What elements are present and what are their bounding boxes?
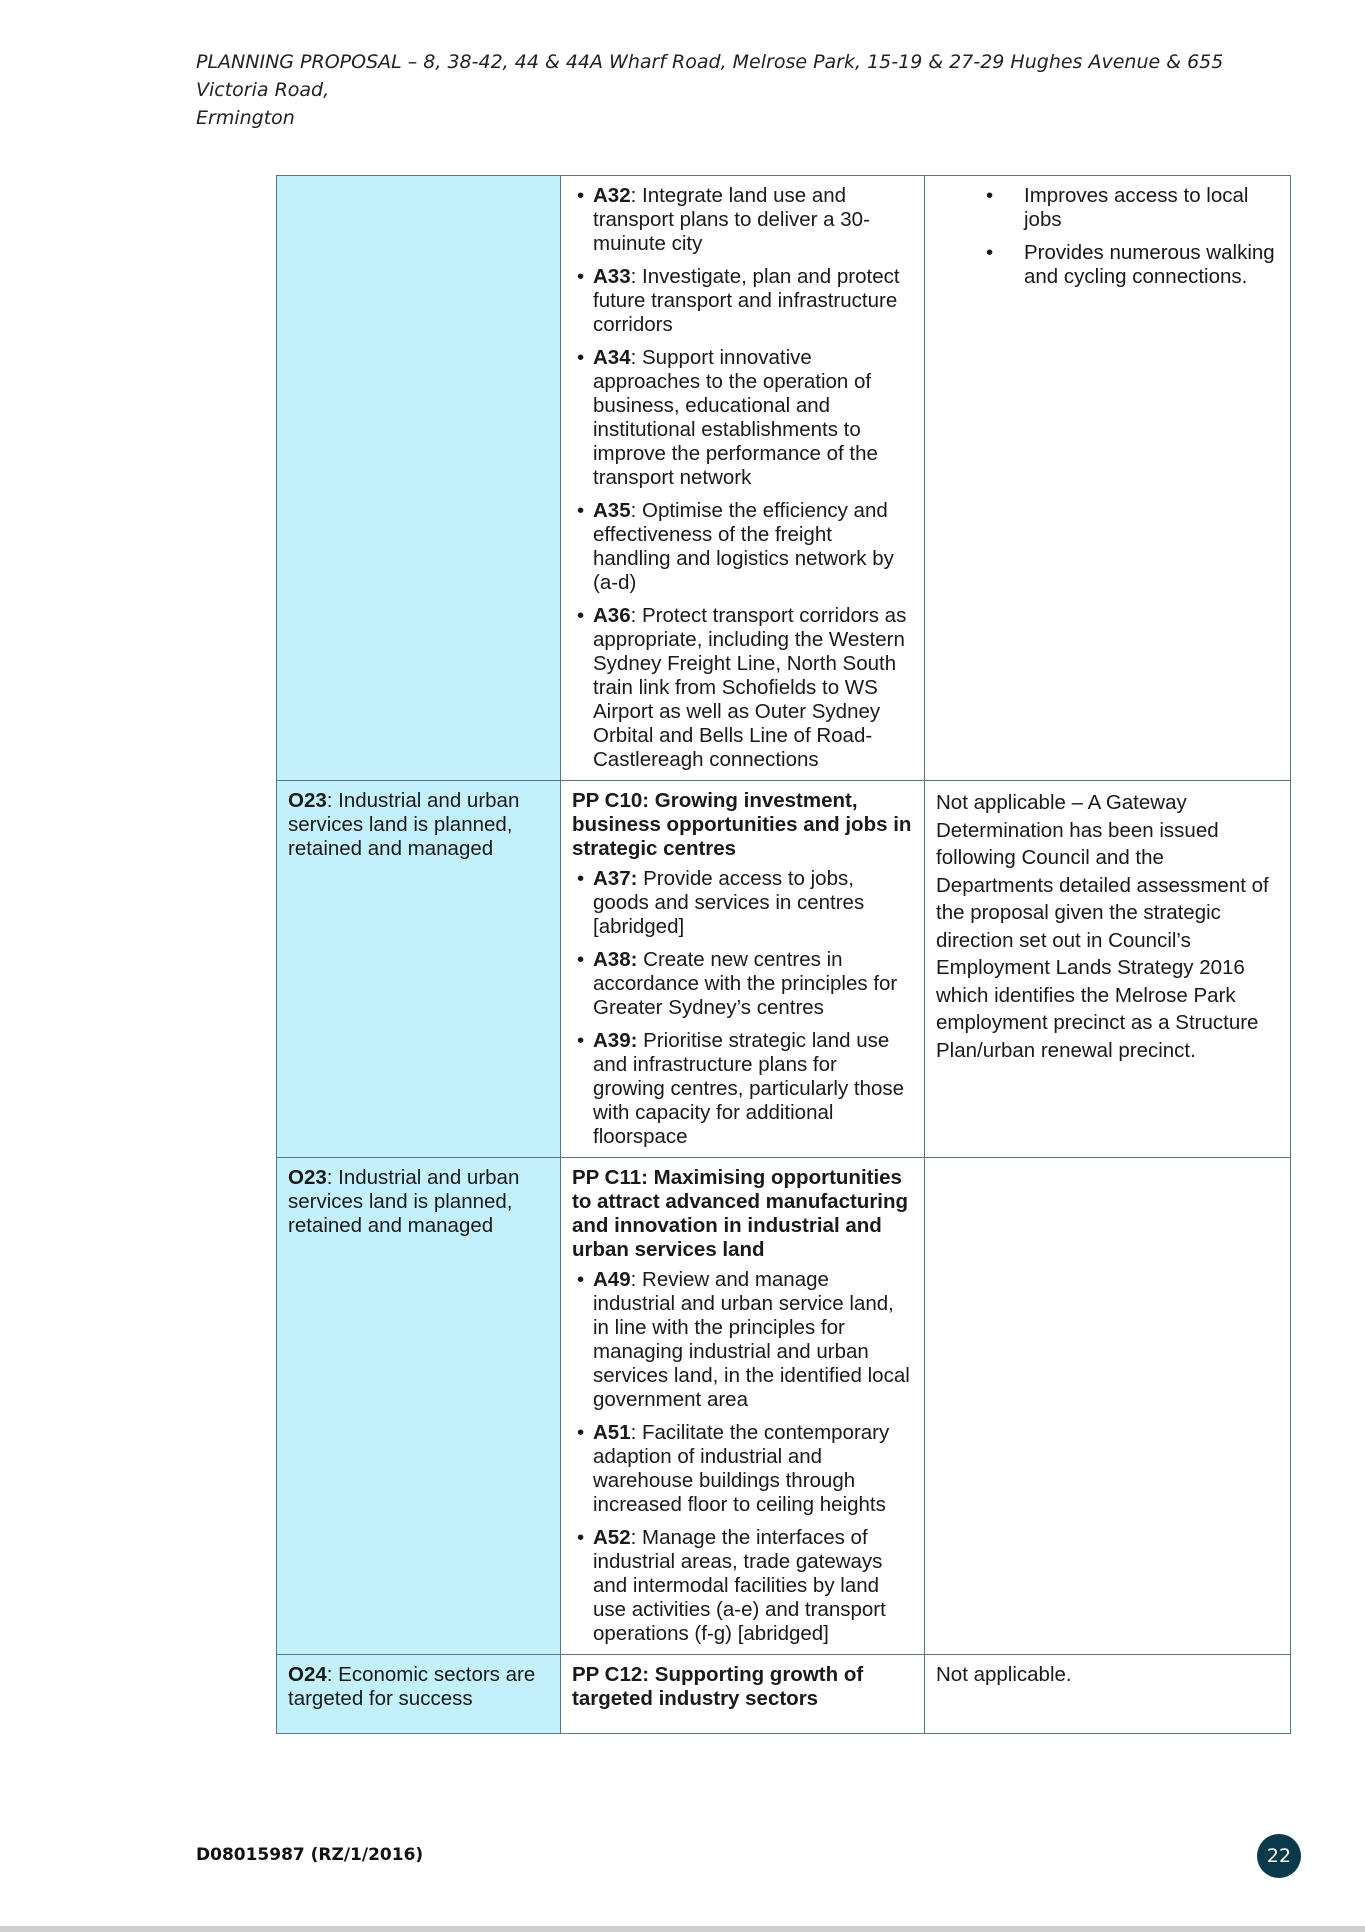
- action-item-a32: • A32: Integrate land use and transport plans to deliver a 30-muinute city: [572, 184, 914, 256]
- action-item-a36: • A36: Protect transport corridors as appropriate, including the Western Sydney Freight Line, North South train link from Schofields to WS Airport as well as Outer Sydney Orbital and Bells Line of Road-Castlereagh connections: [572, 604, 914, 772]
- objective-code: O24: [288, 1663, 327, 1686]
- objective-cell: [277, 1158, 561, 1655]
- action-item-a51: • A51: Facilitate the contemporary adaption of industrial and warehouse buildings through increased floor to ceiling heights: [572, 1421, 914, 1517]
- header-title-line-1: PLANNING PROPOSAL – 8, 38-42, 44 & 44A Wharf Road, Melrose Park, 15-19 & 27-29 Hughes Avenue & 655 Victoria Road,: [196, 51, 1224, 101]
- action-item-a35: • A35: Optimise the efficiency and effectiveness of the freight handling and logistics network by (a-d): [572, 499, 914, 595]
- consistency-item: • Provides numerous walking and cycling connections.: [936, 241, 1280, 289]
- table-row: [277, 781, 1291, 1158]
- consistency-list: [936, 184, 1280, 289]
- objective-cell: [277, 1655, 561, 1734]
- planning-priority-title: PP C11: Maximising opportunities to attract advanced manufacturing and innovation in industrial and urban services land: [572, 1166, 909, 1261]
- action-item-a37: • A37: Provide access to jobs, goods and services in centres [abridged]: [572, 867, 914, 939]
- actions-cell: [561, 176, 925, 781]
- table-row: [277, 1655, 1291, 1734]
- page-edge-divider: [0, 1926, 1365, 1932]
- action-list: [572, 184, 914, 772]
- objective-code: O23: [288, 1166, 327, 1189]
- consistency-note-cell: [925, 781, 1291, 1158]
- objective-cell: [277, 781, 561, 1158]
- objective-cell: [277, 176, 561, 781]
- actions-cell: [561, 781, 925, 1158]
- planning-priority-title: PP C12: Supporting growth of targeted industry sectors: [572, 1663, 864, 1710]
- action-item-a52: • A52: Manage the interfaces of industrial areas, trade gateways and intermodal facilities by land use activities (a-e) and transport operations (f-g) [abridged]: [572, 1526, 914, 1646]
- consistency-item: • Improves access to local jobs: [936, 184, 1280, 232]
- objective-text: : Economic sectors are targeted for success: [288, 1663, 536, 1710]
- consistency-cell: [925, 1158, 1291, 1655]
- actions-cell: [561, 1655, 925, 1734]
- page-number-badge: 22: [1257, 1834, 1301, 1878]
- document-reference: D08015987 (RZ/1/2016): [196, 1845, 424, 1865]
- header-title-line-2: Ermington: [196, 107, 295, 129]
- actions-cell: [561, 1158, 925, 1655]
- table-row: [277, 176, 1291, 781]
- objective-text: : Industrial and urban services land is planned, retained and managed: [288, 789, 520, 860]
- action-item-a49: • A49: Review and manage industrial and urban service land, in line with the principles for managing industrial and urban services land, in the identified local government area: [572, 1268, 914, 1412]
- consistency-note: Not applicable.: [936, 1663, 1072, 1686]
- action-item-a33: • A33: Investigate, plan and protect future transport and infrastructure corridors: [572, 265, 914, 337]
- consistency-note: Not applicable – A Gateway Determination has been issued following Council and the Departments detailed assessment of the proposal given the strategic direction set out in Council’s Employment Lands Strategy 2016 which identifies the Melrose Park employment precinct as a Structure Plan/urban renewal precinct.: [936, 791, 1269, 1062]
- action-item-a34: • A34: Support innovative approaches to the operation of business, educational and institutional establishments to improve the performance of the transport network: [572, 346, 914, 490]
- consistency-note-cell: [925, 1655, 1291, 1734]
- consistency-table: [276, 175, 1291, 1734]
- action-item-a39: • A39: Prioritise strategic land use and infrastructure plans for growing centres, particularly those with capacity for additional floorspace: [572, 1029, 914, 1149]
- action-list: [572, 1268, 914, 1646]
- objective-code: O23: [288, 789, 327, 812]
- action-item-a38: • A38: Create new centres in accordance with the principles for Greater Sydney’s centres: [572, 948, 914, 1020]
- objective-text: : Industrial and urban services land is planned, retained and managed: [288, 1166, 520, 1237]
- consistency-cell: [925, 176, 1291, 781]
- page-header: [196, 48, 1296, 132]
- action-list: [572, 867, 914, 1149]
- planning-priority-title: PP C10: Growing investment, business opportunities and jobs in strategic centres: [572, 789, 912, 860]
- table-row: [277, 1158, 1291, 1655]
